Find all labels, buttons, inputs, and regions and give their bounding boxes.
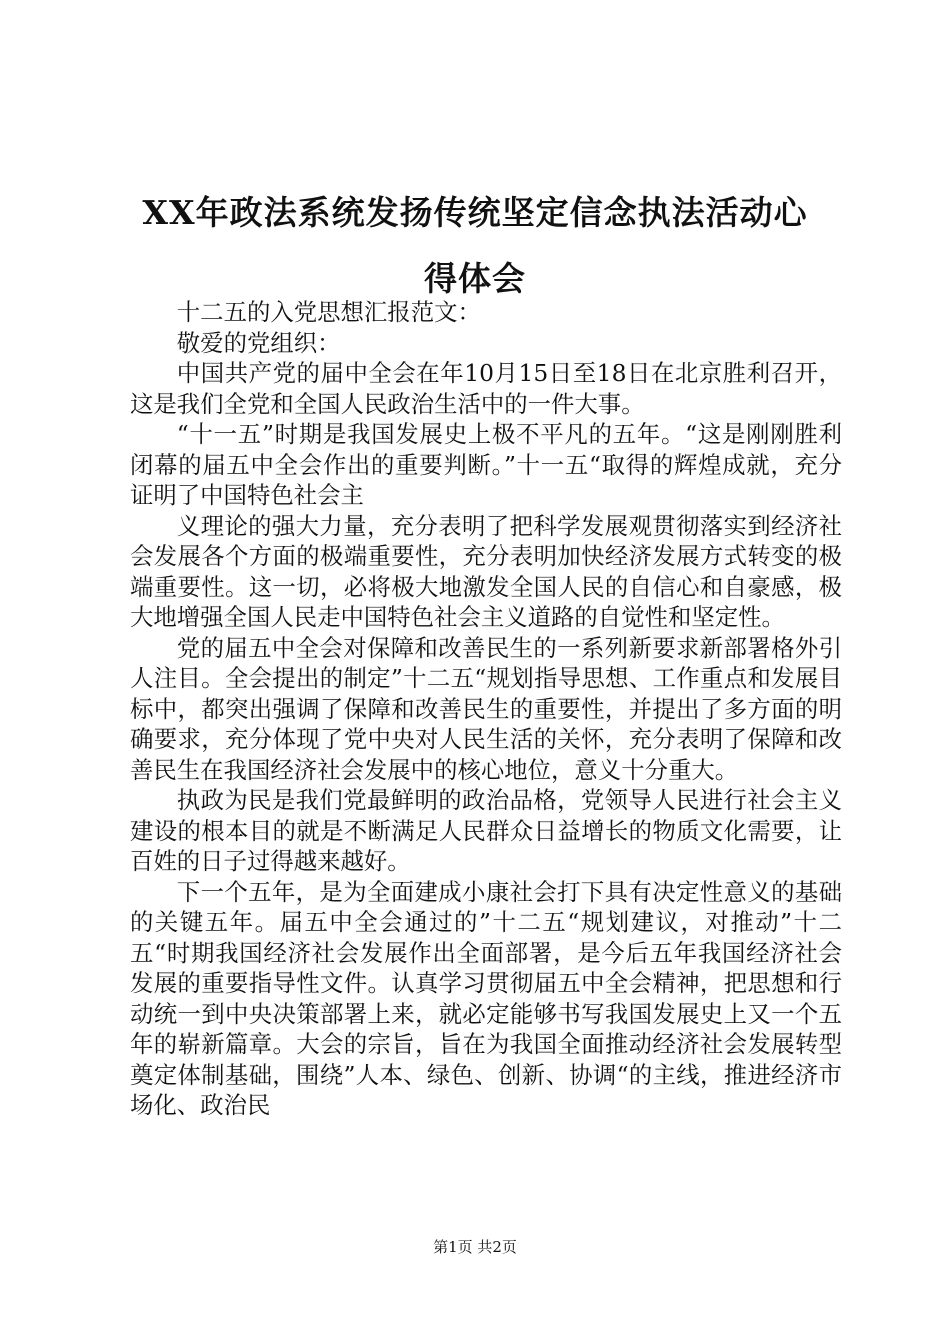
paragraph: 下一个五年，是为全面建成小康社会打下具有决定性意义的基础的关键五年。届五中全会通过的”十二五“规划建议，对推动”十二五“时期我国经济社会发展作出全面部署，是今后五年我国经济社会发展的重要指导性文件。认真学习贯彻届五中全会精神，把思想和行动统一到中央决策部署上来，就必定能够书写我国发展史上又一个五年的崭新篇章。大会的宗旨，旨在为我国全面推动经济社会发展转型奠定体制基础，围绕”人本、绿色、创新、协调“的主线，推进经济市场化、政治民 [130, 877, 842, 1119]
title-line-2: 得体会 [424, 259, 526, 298]
paragraph: “十一五”时期是我国发展史上极不平凡的五年。“这是刚刚胜利闭幕的届五中全会作出的重要判断。”十一五“取得的辉煌成就，充分证明了中国特色社会主 [130, 420, 842, 509]
document-title [110, 180, 840, 312]
paragraph: 执政为民是我们党最鲜明的政治品格，党领导人民进行社会主义建设的根本目的就是不断满足人民群众日益增长的物质文化需要，让百姓的日子过得越来越好。 [130, 786, 842, 875]
title-line-1: XX年政法系统发扬传统坚定信念执法活动心 [142, 193, 808, 232]
paragraph: 十二五的入党思想汇报范文： [176, 298, 481, 326]
paragraph: 义理论的强大力量，充分表明了把科学发展观贯彻落实到经济社会发展各个方面的极端重要性，充分表明加快经济发展方式转变的极端重要性。这一切，必将极大地激发全国人民的自信心和自豪感，极大地增强全国人民走中国特色社会主义道路的自觉性和坚定性。 [130, 511, 842, 631]
document-body [130, 297, 842, 1121]
paragraph: 党的届五中全会对保障和改善民生的一系列新要求新部署格外引人注目。全会提出的制定”十二五“规划指导思想、工作重点和发展目标中，都突出强调了保障和改善民生的重要性，并提出了多方面的明确要求，充分体现了党中央对人民生活的关怀，充分表明了保障和改善民生在我国经济社会发展中的核心地位，意义十分重大。 [130, 633, 842, 784]
paragraph: 敬爱的党组织： [176, 328, 341, 357]
paragraph: 中国共产党的届中全会在年10月15日至18日在北京胜利召开，这是我们全党和全国人民政治生活中的一件大事。 [130, 359, 842, 418]
page-footer: 第1页 共2页 [433, 1238, 517, 1256]
